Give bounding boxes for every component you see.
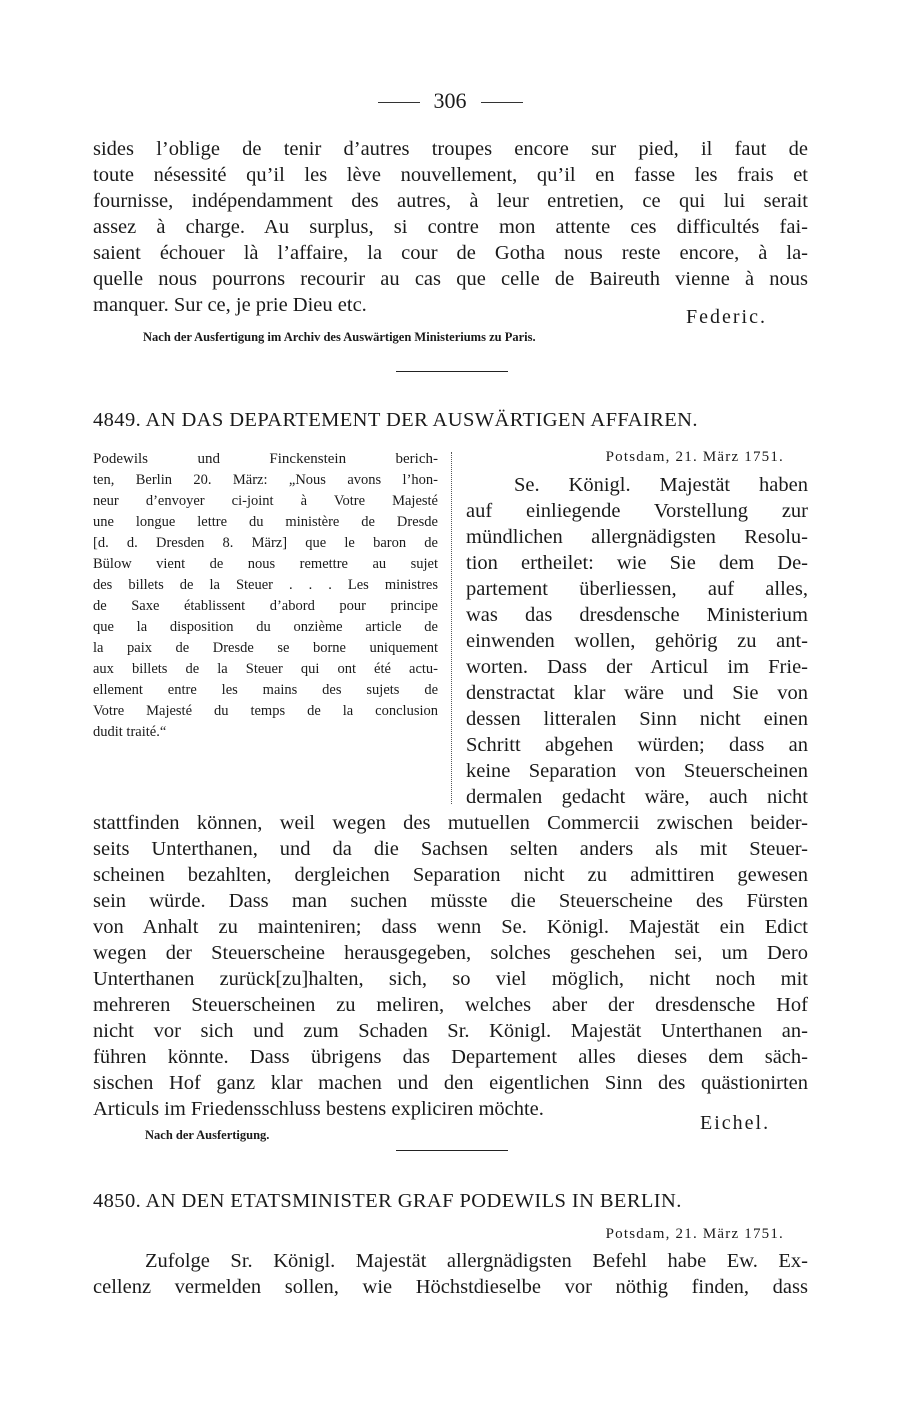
body-line: führen könnte. Dass übrigens das Departement alles dieses dem säch- bbox=[93, 1046, 808, 1068]
body-line: seits Unterthanen, und da die Sachsen selten anders als mit Steuer- bbox=[93, 838, 808, 860]
body-line: scheinen bezahlten, dergleichen Separation nicht zu admittiren gewesen bbox=[93, 864, 808, 886]
body-line: wegen der Steuerscheine herausgegeben, solches geschehen sei, um Dero bbox=[93, 942, 808, 964]
text-line: fournisse, indépendamment des autres, à leur entretien, ce qui lui serait bbox=[93, 190, 808, 212]
summary-line: ellement entre les mains des sujets de bbox=[93, 682, 438, 698]
source-note-paris: Nach der Ausfertigung im Archiv des Auswärtigen Ministeriums zu Paris. bbox=[143, 330, 536, 344]
summary-line: Podewils und Finckenstein berich- bbox=[93, 451, 438, 467]
summary-line: ten, Berlin 20. März: „Nous avons l’hon- bbox=[93, 472, 438, 488]
body-line: stattfinden können, weil wegen des mutuellen Commercii zwischen beider- bbox=[93, 812, 808, 834]
body-line: dermalen gedacht wäre, auch nicht bbox=[466, 786, 808, 808]
text-line: toute nésessité qu’il les lève nouvellement, qu’il en fasse les frais et bbox=[93, 164, 808, 186]
body-line: partement überliessen, auf alles, bbox=[466, 578, 808, 600]
text-line: quelle nous pourrons recourir au cas que celle de Baireuth vienne à nous bbox=[93, 268, 808, 290]
body-line: sischen Hof ganz klar machen und den eigentlichen Sinn des quästionirten bbox=[93, 1072, 808, 1094]
summary-line: aux billets de la Steuer qui ont été actu- bbox=[93, 661, 438, 677]
continuation-paragraph bbox=[93, 136, 808, 318]
body-line: mündlichen allergnädigsten Resolu- bbox=[466, 526, 808, 548]
summary-line: de Saxe établissent d’abord pour principe bbox=[93, 598, 438, 614]
source-note-ausfertigung: Nach der Ausfertigung. bbox=[145, 1128, 270, 1142]
summary-line: dudit traité.“ bbox=[93, 724, 167, 740]
body-line: cellenz vermelden sollen, wie Höchstdieselbe vor nöthig finden, dass bbox=[93, 1276, 808, 1298]
section-rule bbox=[396, 1150, 508, 1151]
summary-line: neur d’envoyer ci-joint à Votre Majesté bbox=[93, 493, 438, 509]
text-line: manquer. Sur ce, je prie Dieu etc. bbox=[93, 294, 367, 316]
summary-line: une longue lettre du ministère de Dresde bbox=[93, 514, 438, 530]
body-line: denstractat klar wäre und Sie von bbox=[466, 682, 808, 704]
body-line: Unterthanen zurück[zu]halten, sich, so viel möglich, nicht noch mit bbox=[93, 968, 808, 990]
body-line: worten. Dass der Articul im Frie- bbox=[466, 656, 808, 678]
doc-4850-heading: 4850. AN DEN ETATSMINISTER GRAF PODEWILS IN BERLIN. bbox=[93, 1190, 682, 1212]
text-line: sides l’oblige de tenir d’autres troupes encore sur pied, il faut de bbox=[93, 138, 808, 160]
body-line: Articuls im Friedensschluss bestens expliciren möchte. bbox=[93, 1098, 544, 1120]
doc-4849-body-column bbox=[466, 472, 808, 810]
body-line: Se. Königl. Majestät haben bbox=[514, 474, 808, 496]
doc-4850-date: Potsdam, 21. März 1751. bbox=[605, 1226, 784, 1242]
column-separator bbox=[451, 452, 452, 804]
body-line: Schritt abgehen würden; dass an bbox=[466, 734, 808, 756]
body-line: keine Separation von Steuerscheinen bbox=[466, 760, 808, 782]
signature-federic: Federic. bbox=[686, 306, 767, 328]
doc-4849-date: Potsdam, 21. März 1751. bbox=[605, 449, 784, 465]
page-number: 306 bbox=[433, 88, 467, 113]
section-rule bbox=[396, 371, 508, 372]
summary-line: que la disposition du onzième article de bbox=[93, 619, 438, 635]
body-line: auf einliegende Vorstellung zur bbox=[466, 500, 808, 522]
summary-line: Votre Majesté du temps de la conclusion bbox=[93, 703, 438, 719]
summary-line: des billets de la Steuer . . . Les ministres bbox=[93, 577, 438, 593]
text-line: assez à charge. Au surplus, si contre mon attente ces difficultés fai- bbox=[93, 216, 808, 238]
header-dash-right bbox=[481, 102, 523, 103]
body-line: einwenden wollen, gehörig zu ant- bbox=[466, 630, 808, 652]
summary-line: [d. d. Dresden 8. März] que le baron de bbox=[93, 535, 438, 551]
body-line: von Anhalt zu mainteniren; dass wenn Se. Königl. Majestät ein Edict bbox=[93, 916, 808, 938]
body-line: sein würde. Dass man suchen müsste die Steuerscheine des Fürsten bbox=[93, 890, 808, 912]
summary-line: la paix de Dresde se borne uniquement bbox=[93, 640, 438, 656]
page-header bbox=[0, 88, 900, 114]
doc-4849-summary bbox=[93, 449, 438, 743]
doc-4849-body-full bbox=[93, 810, 808, 1122]
body-line: Zufolge Sr. Königl. Majestät allergnädigsten Befehl habe Ew. Ex- bbox=[145, 1250, 808, 1272]
text-line: saient échouer là l’affaire, la cour de Gotha nous reste encore, à la- bbox=[93, 242, 808, 264]
header-dash-left bbox=[378, 102, 420, 103]
summary-line: Bülow vient de nous remettre au sujet bbox=[93, 556, 438, 572]
doc-4849-heading: 4849. AN DAS DEPARTEMENT DER AUSWÄRTIGEN AFFAIREN. bbox=[93, 409, 698, 431]
body-line: tion ertheilet: wie Sie dem De- bbox=[466, 552, 808, 574]
doc-4850-body bbox=[93, 1248, 808, 1300]
body-line: mehreren Steuerscheinen zu meliren, welches aber der dresdensche Hof bbox=[93, 994, 808, 1016]
body-line: was das dresdensche Ministerium bbox=[466, 604, 808, 626]
signature-eichel: Eichel. bbox=[700, 1112, 771, 1134]
body-line: dessen litteralen Sinn nicht einen bbox=[466, 708, 808, 730]
body-line: nicht vor sich und zum Schaden Sr. Königl. Majestät Unterthanen an- bbox=[93, 1020, 808, 1042]
